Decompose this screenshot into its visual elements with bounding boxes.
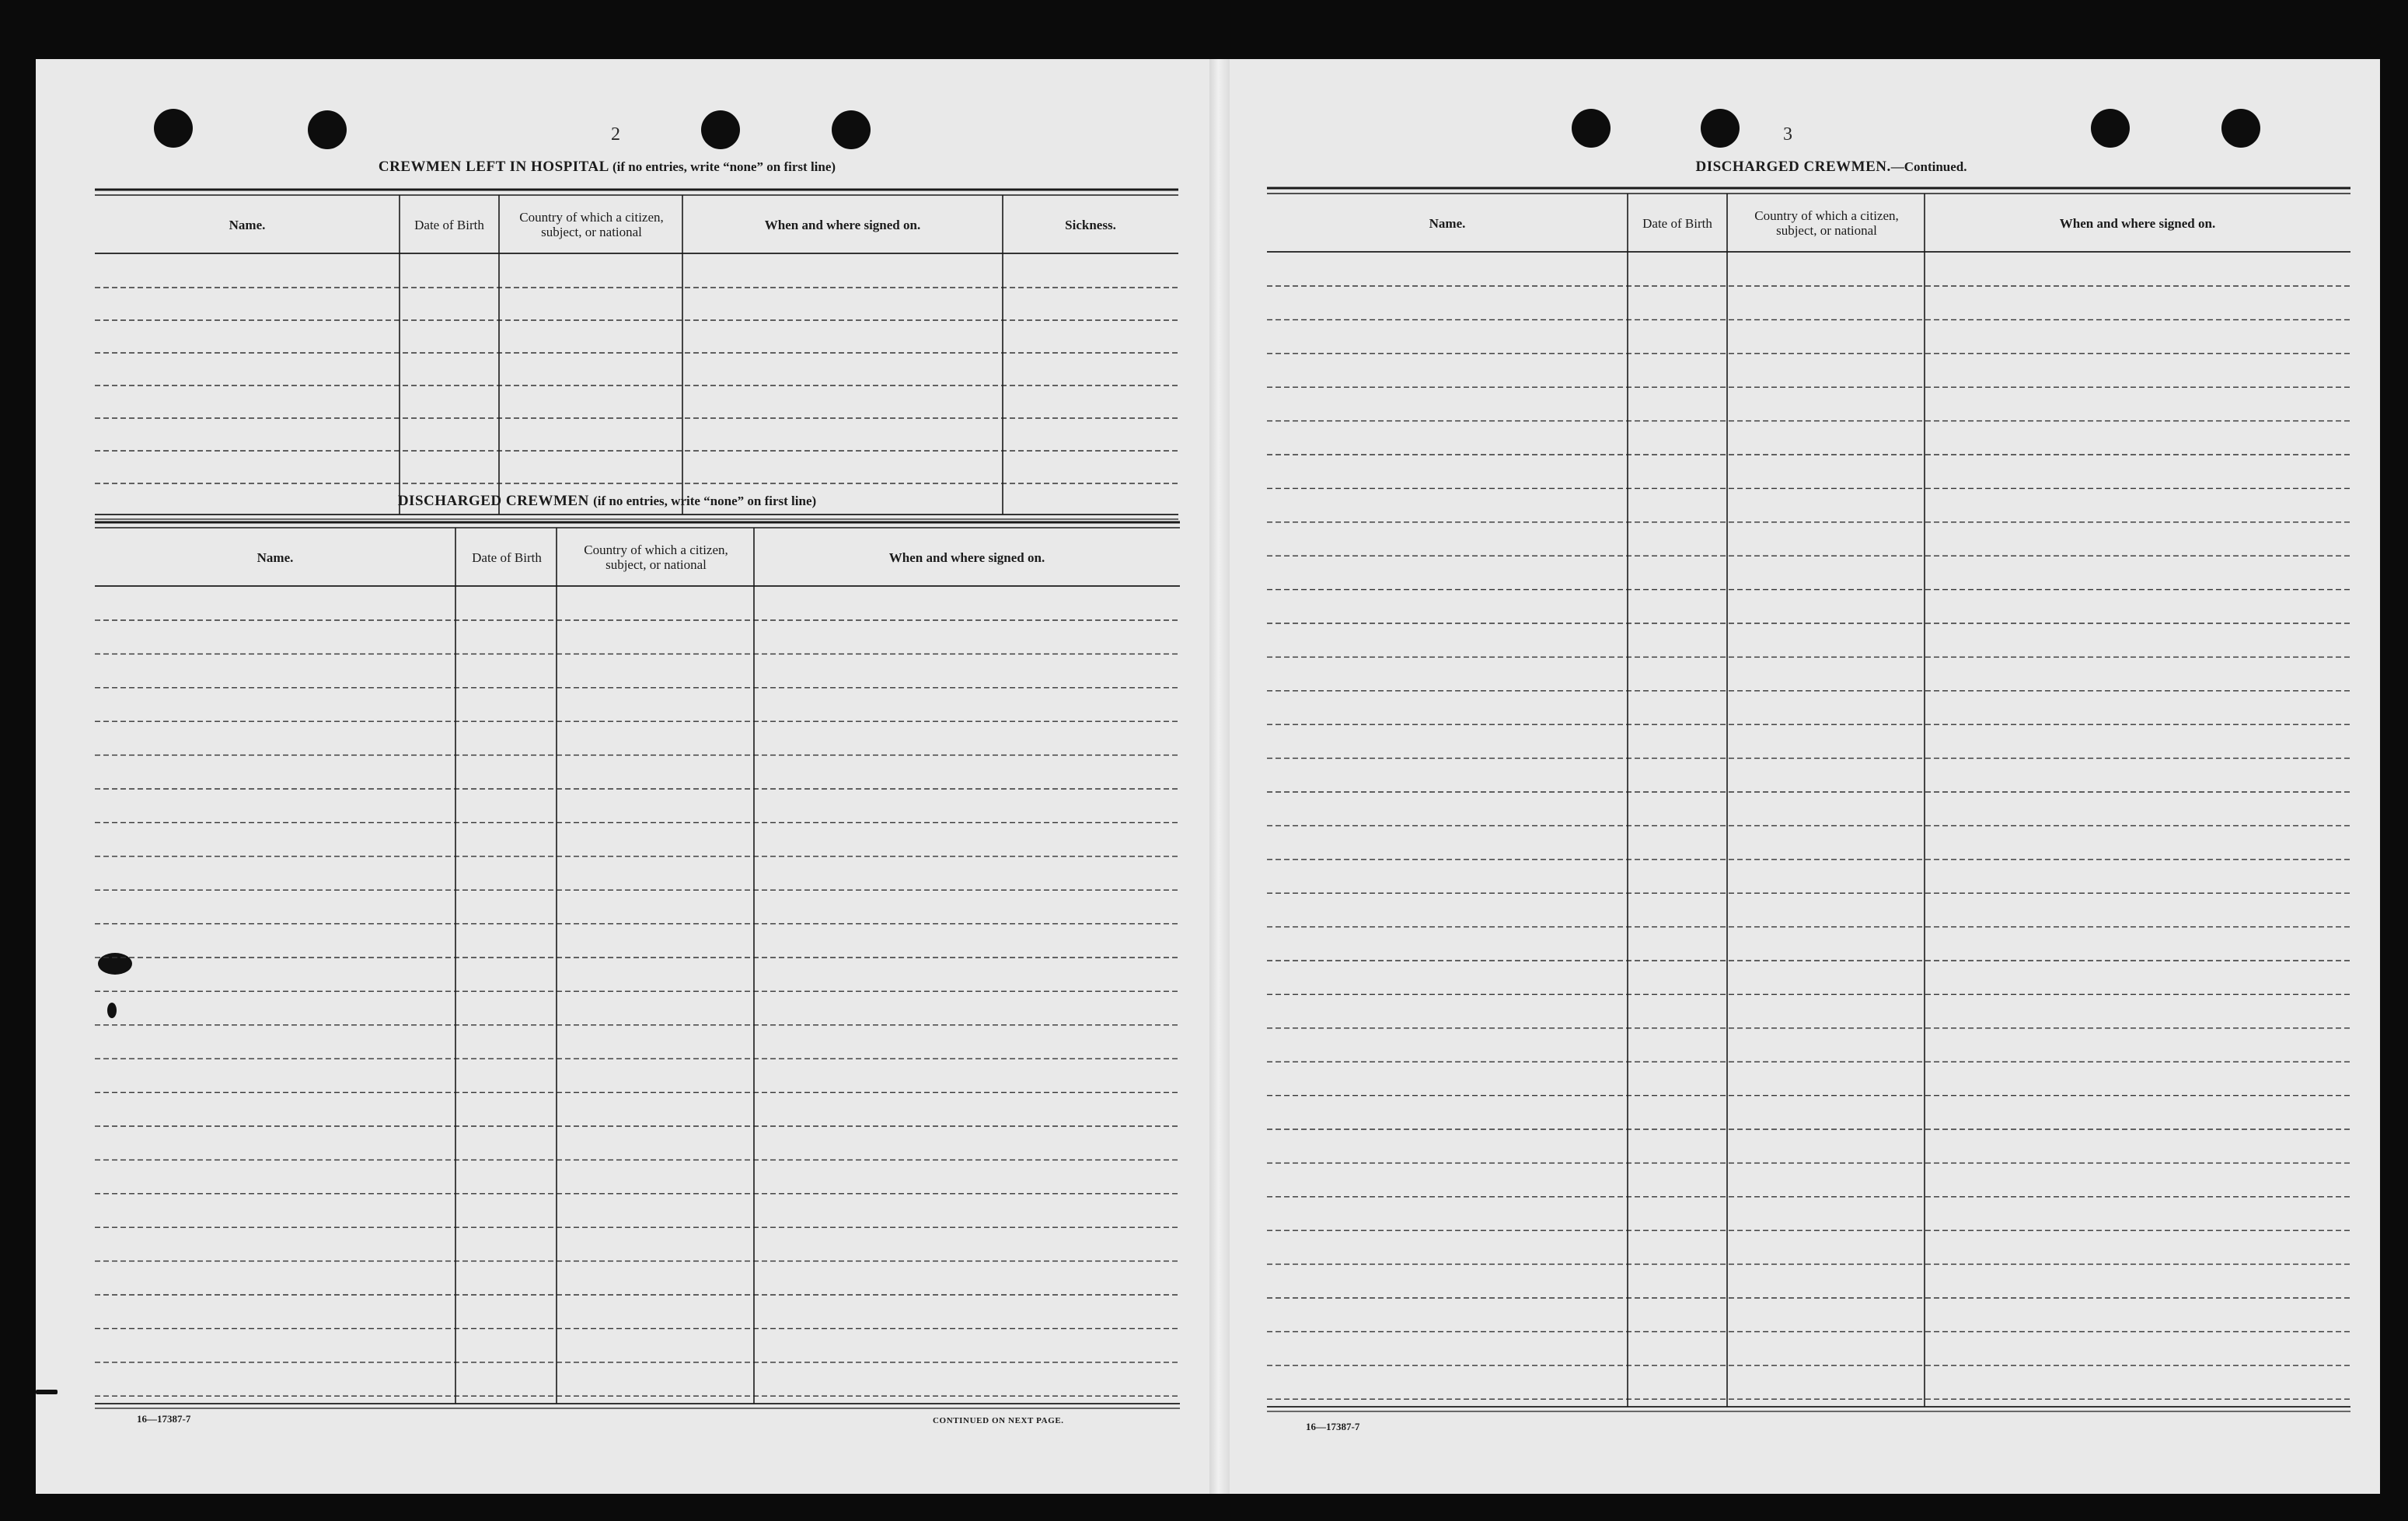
discharged-col-name: Name.: [257, 549, 294, 565]
punch-hole-icon: [701, 110, 740, 149]
hospital-col-country: Country of which a citizen, subject, or national: [519, 210, 664, 239]
form-number-left: 16—17387-7: [137, 1413, 191, 1425]
hospital-section-title: [90, 159, 1124, 176]
page-number-left: 2: [611, 124, 620, 145]
discharged-title-note: (if no entries, write “none” on first line): [593, 494, 817, 508]
hospital-title-text: CREWMEN LEFT IN HOSPITAL: [378, 159, 609, 175]
discharged-col-signed-on: When and where signed on.: [888, 549, 1045, 565]
hospital-col-signed-on: When and where signed on.: [764, 217, 921, 232]
punch-hole-icon: [832, 110, 871, 149]
continued-note: CONTINUED ON NEXT PAGE.: [933, 1416, 1064, 1425]
discharged-table-grid: [95, 521, 1180, 1470]
page-fold: [1209, 59, 1230, 1494]
continued-col-country: Country of which a citizen, subject, or national: [1754, 208, 1899, 238]
discharged-continued-title: [1295, 159, 2368, 176]
discharged-col-dob: Date of Birth: [472, 549, 542, 565]
discharged-title-text: DISCHARGED CREWMEN: [397, 493, 589, 509]
punch-hole-icon: [154, 109, 193, 148]
punch-hole-icon: [1572, 109, 1611, 148]
discharged-section-title: [90, 493, 1124, 510]
hospital-title-note: (if no entries, write “none” on first line): [612, 159, 836, 174]
punch-hole-icon: [2091, 109, 2130, 148]
continued-col-dob: Date of Birth: [1642, 215, 1712, 231]
hospital-col-name: Name.: [229, 217, 266, 232]
document-sheet: [36, 59, 2380, 1494]
hospital-col-dob: Date of Birth: [414, 217, 484, 232]
punch-hole-icon: [1701, 109, 1740, 148]
page-number-right: 3: [1783, 124, 1792, 145]
discharged-table: [95, 521, 1180, 1470]
hospital-col-sickness: Sickness.: [1065, 217, 1116, 232]
punch-hole-icon: [2221, 109, 2260, 148]
discharged-col-country: Country of which a citizen, subject, or national: [584, 542, 728, 572]
discharged-continued-table: [1267, 187, 2350, 1477]
discharged-continued-title-text: DISCHARGED CREWMEN.: [1695, 159, 1891, 175]
hospital-table: [95, 188, 1178, 525]
discharged-continued-suffix: —Continued.: [1890, 159, 1967, 174]
discharged-continued-grid: [1267, 187, 2350, 1477]
punch-hole-icon: [308, 110, 347, 149]
continued-col-signed-on: When and where signed on.: [2059, 215, 2216, 231]
continued-col-name: Name.: [1429, 215, 1466, 231]
ink-smudge: [36, 1390, 58, 1394]
form-number-right: 16—17387-7: [1306, 1421, 1360, 1432]
